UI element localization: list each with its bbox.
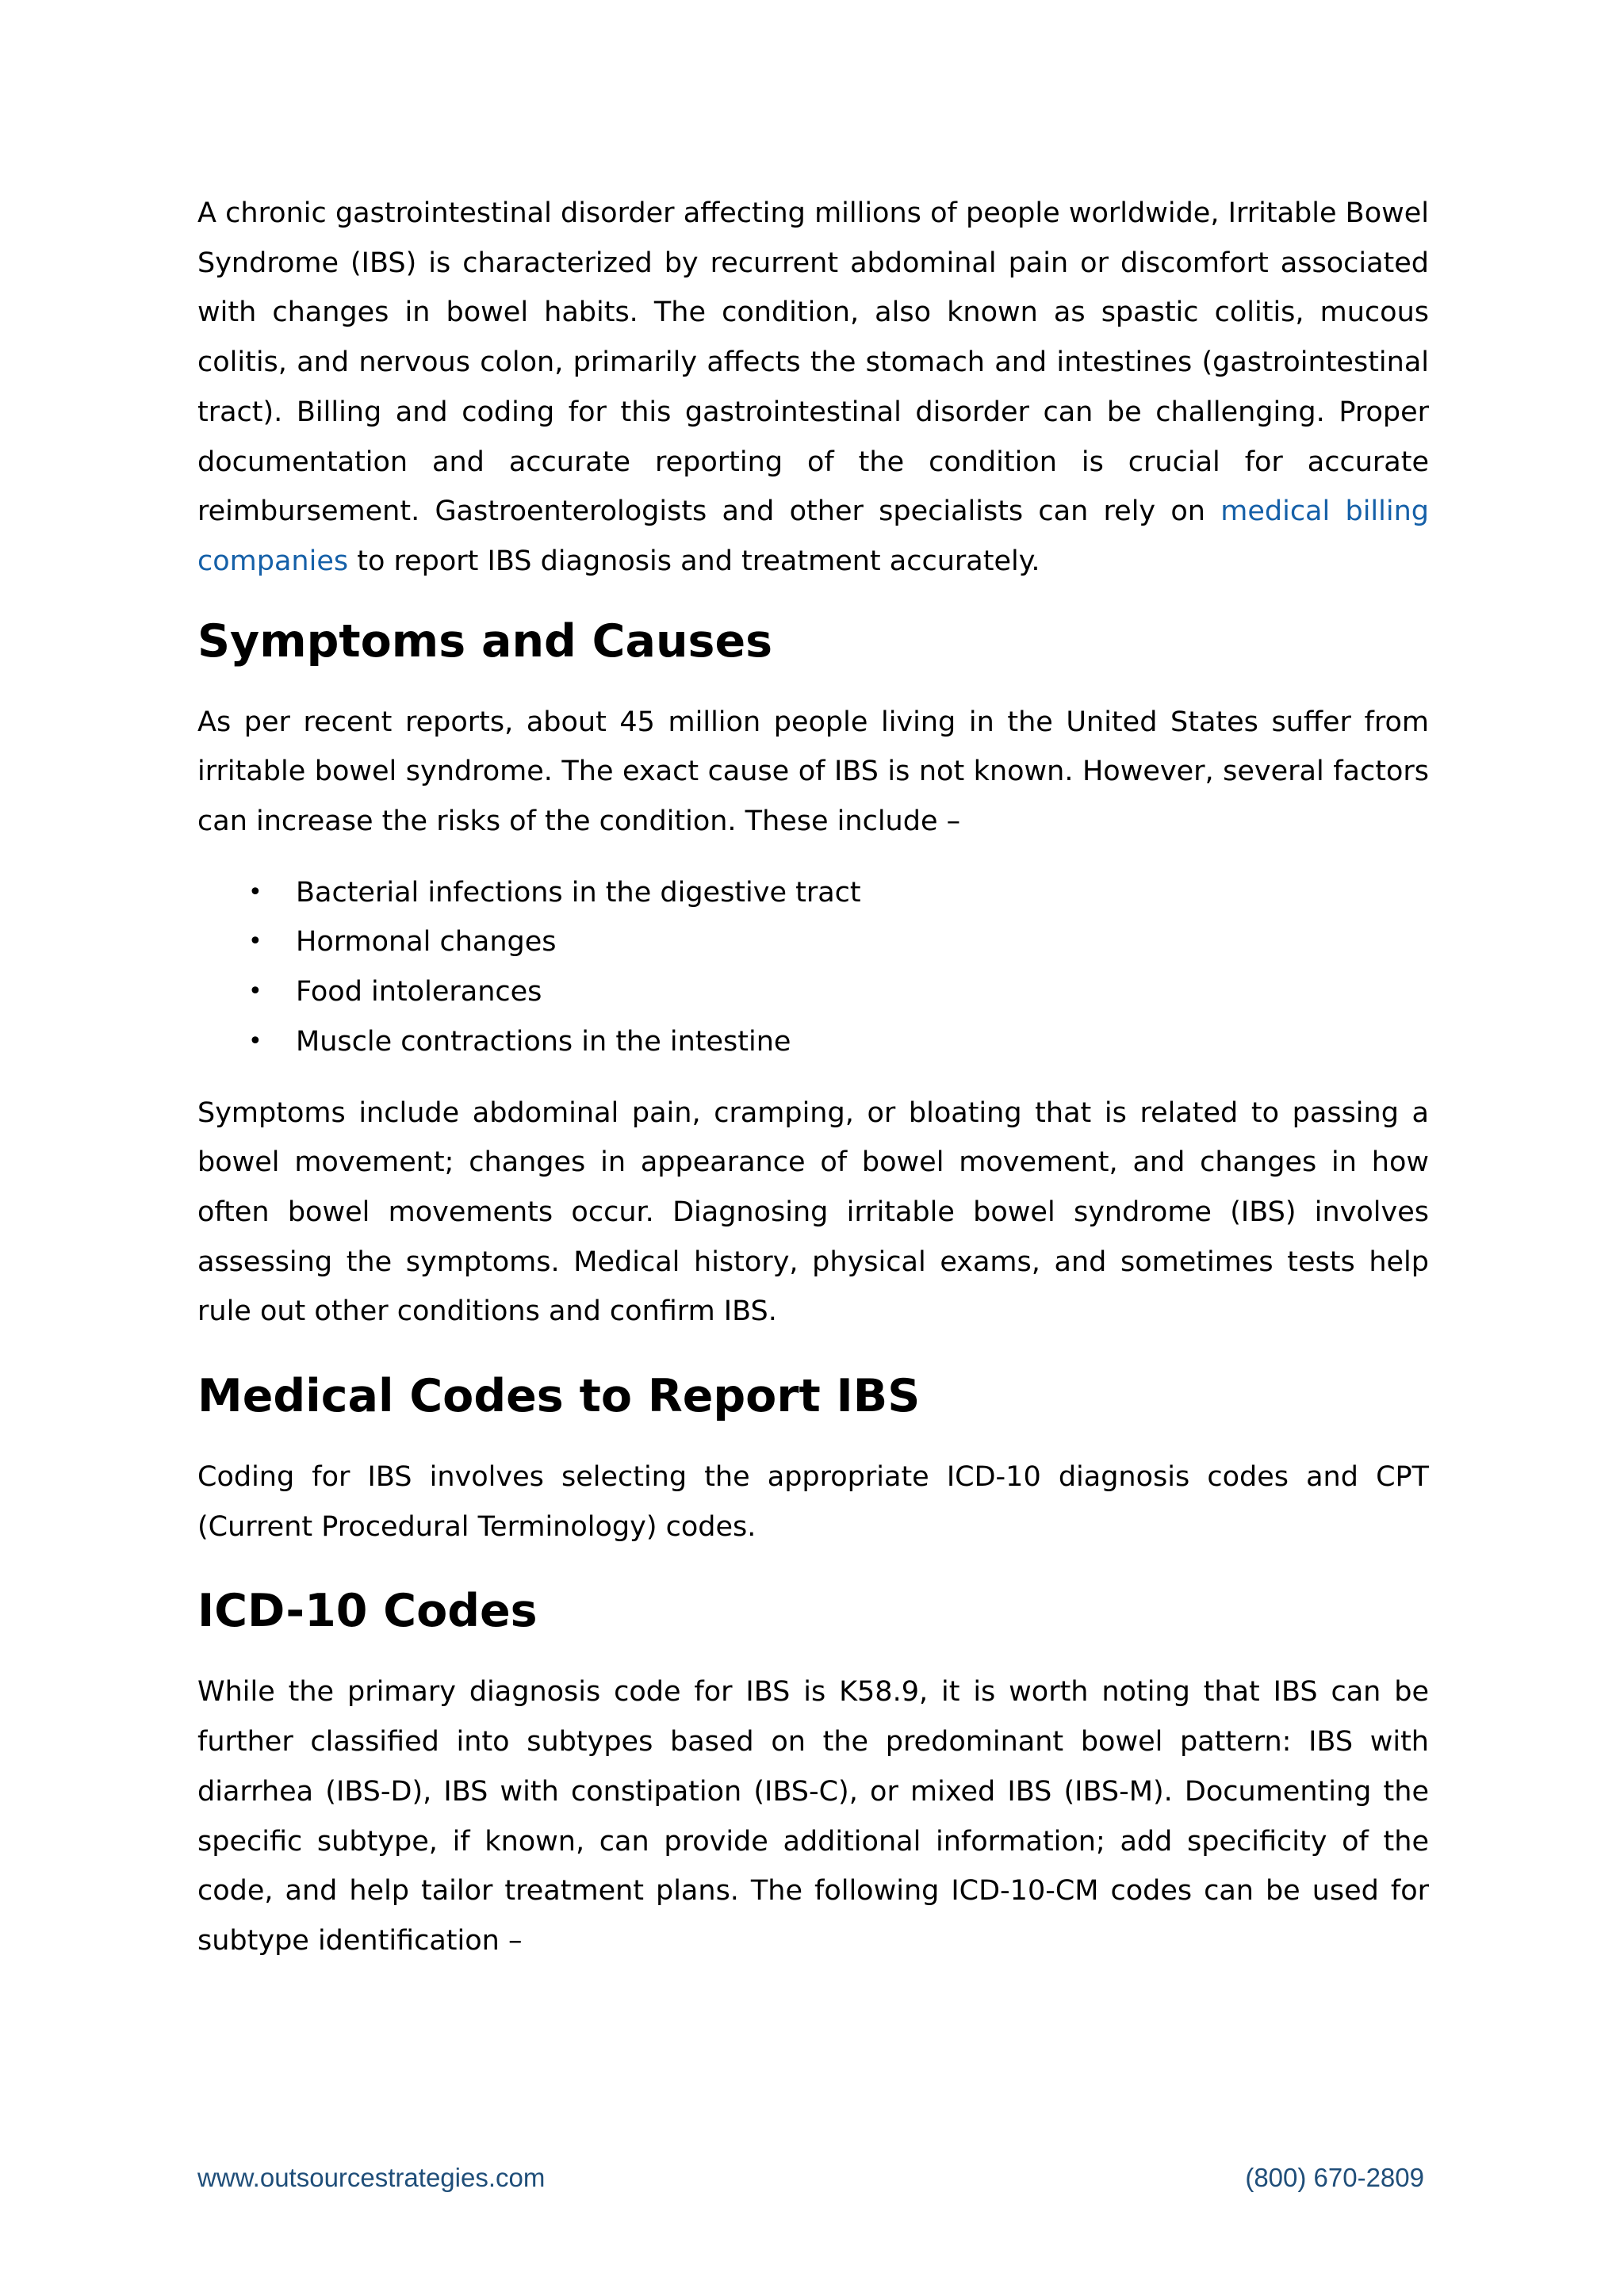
- bullet-icon: •: [248, 878, 262, 906]
- document-body: [197, 189, 1429, 1966]
- intro-text-start: A chronic gastrointestinal disorder affecting millions of people worldwide, Irritable Bowel Syndrome (IBS) is characterized by recurrent abdominal pain or discomfort associated with changes in bowel habits. The condition, also known as spastic colitis, mucous colitis, and nervous colon, primarily affects the stomach and intestines (gastrointestinal tract). Billing and coding for this gastrointestinal disorder can be challenging. Proper documentation and accurate reporting of the condition is crucial for accurate reimbursement. Gastroenterologists and other specialists can rely on: [197, 197, 1429, 528]
- intro-text-end: to report IBS diagnosis and treatment accurately.: [348, 545, 1040, 577]
- list-item: [197, 1017, 1429, 1067]
- medical-codes-paragraph: Coding for IBS involves selecting the appropriate ICD-10 diagnosis codes and CPT (Current Procedural Terminology) codes.: [197, 1461, 1429, 1543]
- list-item: [197, 967, 1429, 1017]
- list-item-text: Hormonal changes: [296, 926, 557, 959]
- bullet-icon: •: [248, 978, 262, 1006]
- intro-paragraph: [197, 189, 1429, 587]
- medical-codes-heading: Medical Codes to Report IBS: [197, 1370, 921, 1423]
- causes-list: [197, 868, 1429, 1067]
- page-footer: [197, 2163, 1424, 2193]
- icd-10-paragraph: While the primary diagnosis code for IBS is K58.9, it is worth noting that IBS can be further classified into subtypes based on the predominant bowel pattern: IBS with diarrhea (IBS-D), IBS with constipation (IBS-C), or mixed IBS (IBS-M). Documenting the specific subtype, if known, can provide additional information; add specificity of the code, and help tailor treatment plans. The following ICD-10-CM codes can be used for subtype identification –: [197, 1676, 1429, 1957]
- list-item: [197, 868, 1429, 918]
- footer-phone-link[interactable]: (800) 670-2809: [1245, 2163, 1424, 2192]
- list-item-text: Food intolerances: [296, 976, 542, 1008]
- medical-billing-companies-link[interactable]: medical billing companies: [197, 496, 1429, 577]
- list-item: [197, 917, 1429, 967]
- icd-10-heading: ICD-10 Codes: [197, 1585, 538, 1638]
- symptoms-paragraph: As per recent reports, about 45 million people living in the United States suffer from irritable bowel syndrome. The exact cause of IBS is not known. However, several factors can increase the risks of the condition. These include –: [197, 706, 1429, 838]
- bullet-icon: •: [248, 1027, 262, 1055]
- footer-website-link[interactable]: www.outsourcestrategies.com: [197, 2163, 546, 2192]
- symptoms-heading: Symptoms and Causes: [197, 614, 773, 668]
- list-item-text: Bacterial infections in the digestive tract: [296, 876, 861, 909]
- symptoms-description: Symptoms include abdominal pain, cramping, or bloating that is related to passing a bowel movement; changes in appearance of bowel movement, and changes in how often bowel movements occur. Diagnosing irritable bowel syndrome (IBS) involves assessing the symptoms. Medical history, physical exams, and sometimes tests help rule out other conditions and confirm IBS.: [197, 1096, 1429, 1328]
- list-item-text: Muscle contractions in the intestine: [296, 1025, 791, 1058]
- bullet-icon: •: [248, 928, 262, 956]
